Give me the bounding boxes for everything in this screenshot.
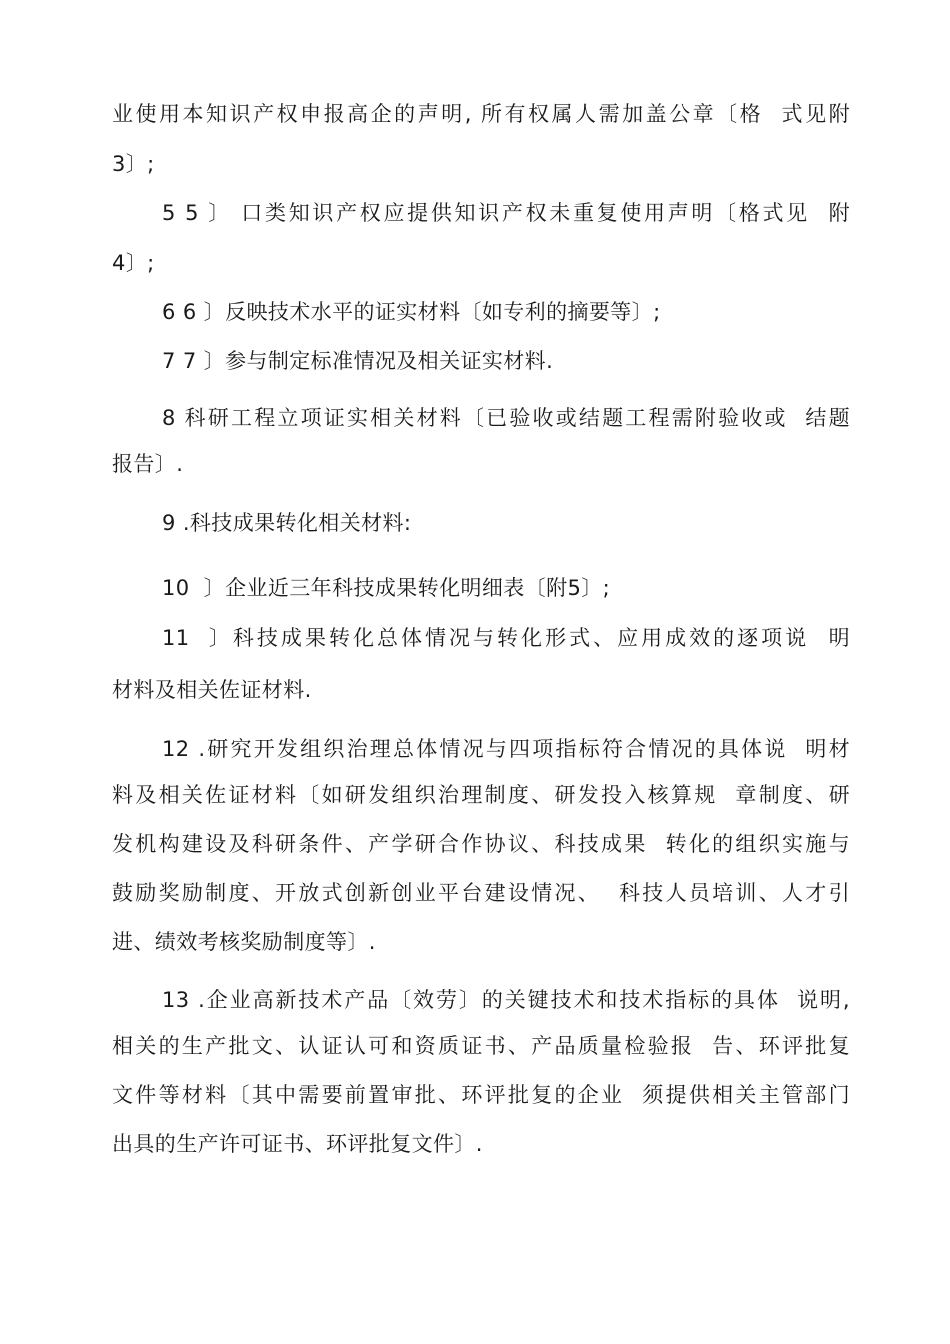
- text-line: 11 〕科技成果转化总体情况与转化形式、应用成效的逐项说 明: [162, 626, 850, 650]
- text-line: 6 6 〕反映技术水平的证实材料〔如专利的摘要等〕;: [162, 300, 661, 324]
- text-line: 13 .企业高新技术产品〔效劳〕的关键技术和技术指标的具体 说明,: [162, 988, 850, 1012]
- text-line: 相关的生产批文、认证认可和资质证书、产品质量检验报 告、环评批复: [112, 1034, 850, 1058]
- text-line: 4〕;: [112, 251, 155, 275]
- text-line: 7 7 〕参与制定标准情况及相关证实材料.: [162, 349, 554, 373]
- text-line: 9 .科技成果转化相关材料:: [162, 511, 412, 535]
- text-line: 8 科研工程立项证实相关材料〔已验收或结题工程需附验收或 结题: [162, 406, 850, 430]
- text-line: 文件等材料〔其中需要前置审批、环评批复的企业 须提供相关主管部门: [112, 1083, 850, 1107]
- text-line: 5 5 〕 口类知识产权应提供知识产权未重复使用声明〔格式见 附: [162, 201, 850, 225]
- text-line: 料及相关佐证材料〔如研发组织治理制度、研发投入核算规 章制度、研: [112, 783, 850, 807]
- text-line: 3〕;: [112, 152, 155, 176]
- text-line: 12 .研究开发组织治理总体情况与四项指标符合情况的具体说 明材: [162, 737, 850, 761]
- text-line: 进、绩效考核奖励制度等〕.: [112, 930, 376, 954]
- text-line: 出具的生产许可证书、环评批复文件〕.: [112, 1132, 483, 1156]
- text-line: 材料及相关佐证材料.: [112, 678, 312, 702]
- text-line: 鼓励奖励制度、开放式创新创业平台建设情况、 科技人员培训、人才引: [112, 881, 850, 905]
- text-line: 发机构建设及科研条件、产学研合作协议、科技成果 转化的组织实施与: [112, 832, 850, 856]
- text-line: 业使用本知识产权申报高企的声明, 所有权属人需加盖公章〔格 式见附: [112, 102, 850, 126]
- text-line: 报告〕.: [112, 452, 184, 476]
- text-line: 10 〕企业近三年科技成果转化明细表〔附5〕;: [162, 576, 611, 600]
